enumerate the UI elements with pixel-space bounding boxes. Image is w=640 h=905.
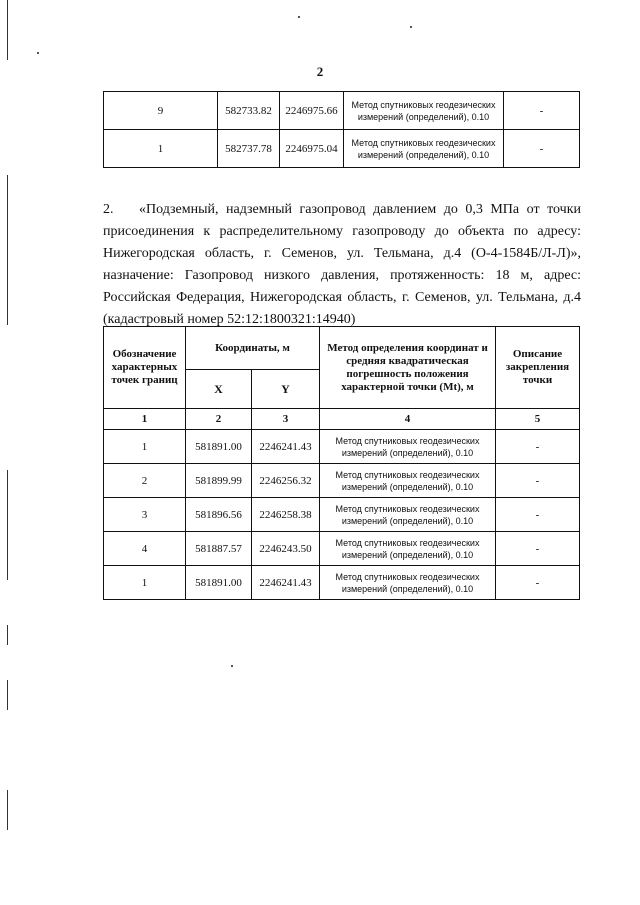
method-cell: Метод спутниковых геодезических измерений (определений), 0.10 xyxy=(320,464,496,498)
description-cell: - xyxy=(504,92,580,130)
scan-artifact-line xyxy=(7,0,8,60)
y-cell: 2246241.43 xyxy=(252,430,320,464)
method-cell: Метод спутниковых геодезических измерений (определений), 0.10 xyxy=(344,92,504,130)
column-number: 3 xyxy=(252,409,320,430)
column-number-row xyxy=(104,409,580,430)
x-cell: 581896.56 xyxy=(186,498,252,532)
coordinates-table-continued xyxy=(103,91,580,168)
column-number: 4 xyxy=(320,409,496,430)
description-cell: - xyxy=(496,498,580,532)
point-cell: 1 xyxy=(104,566,186,600)
table-row xyxy=(104,498,580,532)
section-text: «Подземный, надземный газопровод давлением до 0,3 МПа от точки присоединения к распределительному газопроводу до объекта по адресу: Нижегородская область, г. Семенов, ул. Тельмана, д.4 (О-4-1584Б/Л-Л)», назначение: Газопровод низкого давления, протяженность: 18 м, адрес: Российская Федерация, Нижегородская область, г. Семенов, ул. Тельмана, д.4 (кадастровый номер 52:12:1800321:14940) xyxy=(103,202,581,327)
point-cell: 9 xyxy=(104,92,218,130)
point-cell: 4 xyxy=(104,532,186,566)
method-cell: Метод спутниковых геодезических измерений (определений), 0.10 xyxy=(320,532,496,566)
method-cell: Метод спутниковых геодезических измерений (определений), 0.10 xyxy=(320,430,496,464)
x-cell: 582733.82 xyxy=(218,92,280,130)
method-cell: Метод спутниковых геодезических измерений (определений), 0.10 xyxy=(320,566,496,600)
header-description: Описание закрепления точки xyxy=(496,327,580,409)
table-header-row xyxy=(104,327,580,370)
method-cell: Метод спутниковых геодезических измерений (определений), 0.10 xyxy=(320,498,496,532)
scan-artifact-line xyxy=(7,680,8,710)
header-designation: Обозначение характерных точек границ xyxy=(104,327,186,409)
column-number: 1 xyxy=(104,409,186,430)
point-cell: 1 xyxy=(104,430,186,464)
y-cell: 2246975.66 xyxy=(280,92,344,130)
y-cell: 2246258.38 xyxy=(252,498,320,532)
table-row xyxy=(104,464,580,498)
x-cell: 581891.00 xyxy=(186,430,252,464)
scan-artifact-dot xyxy=(410,26,412,28)
table-row xyxy=(104,92,580,130)
y-cell: 2246243.50 xyxy=(252,532,320,566)
x-cell: 581891.00 xyxy=(186,566,252,600)
table-row xyxy=(104,130,580,168)
description-cell: - xyxy=(496,532,580,566)
coordinates-table xyxy=(103,326,580,600)
point-cell: 1 xyxy=(104,130,218,168)
scan-artifact-dot xyxy=(231,665,233,667)
scan-artifact-line xyxy=(7,790,8,830)
table-row xyxy=(104,566,580,600)
description-cell: - xyxy=(496,430,580,464)
point-cell: 3 xyxy=(104,498,186,532)
section-paragraph xyxy=(103,199,581,331)
point-cell: 2 xyxy=(104,464,186,498)
header-y: Y xyxy=(252,370,320,409)
scan-artifact-dot xyxy=(37,52,39,54)
description-cell: - xyxy=(496,566,580,600)
table-row xyxy=(104,430,580,464)
scan-artifact-line xyxy=(7,625,8,645)
header-coordinates: Координаты, м xyxy=(186,327,320,370)
section-number: 2. xyxy=(103,202,114,217)
y-cell: 2246975.04 xyxy=(280,130,344,168)
method-cell: Метод спутниковых геодезических измерений (определений), 0.10 xyxy=(344,130,504,168)
y-cell: 2246241.43 xyxy=(252,566,320,600)
x-cell: 582737.78 xyxy=(218,130,280,168)
x-cell: 581887.57 xyxy=(186,532,252,566)
page-number: 2 xyxy=(316,64,324,79)
y-cell: 2246256.32 xyxy=(252,464,320,498)
table-row xyxy=(104,532,580,566)
header-x: X xyxy=(186,370,252,409)
column-number: 5 xyxy=(496,409,580,430)
header-method: Метод определения координат и средняя квадратическая погрешность положения характерной точки (Mt), м xyxy=(320,327,496,409)
description-cell: - xyxy=(504,130,580,168)
x-cell: 581899.99 xyxy=(186,464,252,498)
scan-artifact-line xyxy=(7,470,8,580)
scan-artifact-dot xyxy=(298,16,300,18)
description-cell: - xyxy=(496,464,580,498)
column-number: 2 xyxy=(186,409,252,430)
scan-artifact-line xyxy=(7,175,8,325)
